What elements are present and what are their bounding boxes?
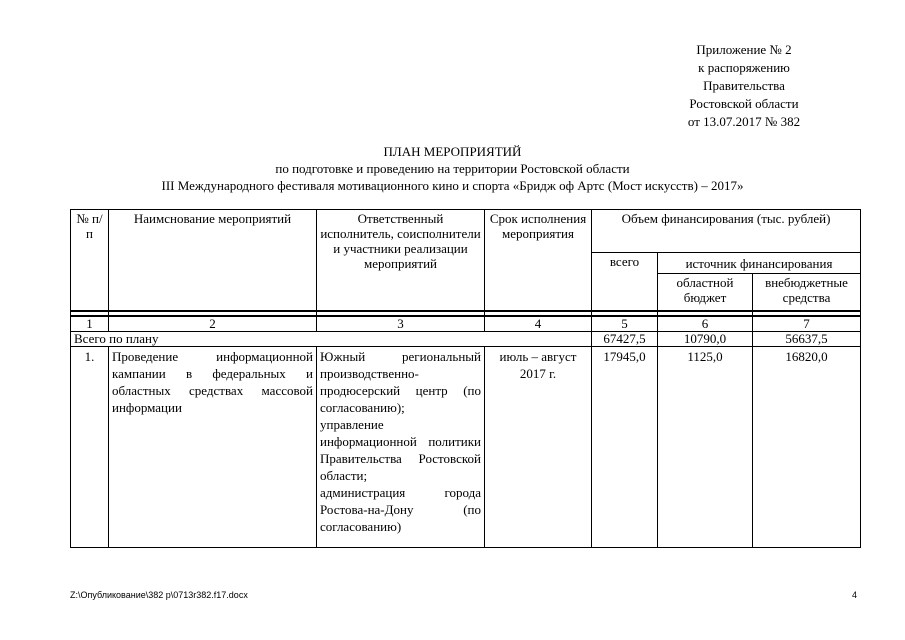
footer-page-number: 4 [852, 590, 858, 600]
header-num: № п/п [71, 210, 109, 312]
appendix-line: Ростовской области [689, 96, 799, 111]
header-funding: Объем финансирования (тыс. рублей) [592, 210, 861, 253]
total-sum: 67427,5 [592, 332, 658, 347]
plan-table [70, 209, 861, 548]
row-regional: 1125,0 [658, 347, 753, 548]
responsible-item: администрация города Ростова-на-Дону (по согласованию) [320, 485, 481, 534]
total-regional: 10790,0 [658, 332, 753, 347]
column-number: 2 [109, 316, 317, 332]
header-responsible: Ответственный исполнитель, соисполнители и участники реализации мероприятий [317, 210, 485, 312]
header-source: источник финансирования [658, 253, 861, 274]
total-extrabudget: 56637,5 [753, 332, 861, 347]
header-name: Наимснование мероприятий [109, 210, 317, 312]
header-extrabudget: внебюджетные средства [753, 274, 861, 312]
plan-title-block [0, 143, 905, 194]
header-regional: областной бюджет [658, 274, 753, 312]
column-number: 6 [658, 316, 753, 332]
total-row [71, 332, 861, 347]
column-number: 4 [485, 316, 592, 332]
column-numbers-row [71, 316, 861, 332]
appendix-line: к распоряжению [698, 60, 790, 75]
appendix-line: Приложение № 2 [696, 42, 792, 57]
responsible-item: управление информационной политики Правительства Ростовской области; [320, 417, 481, 483]
row-term: июль – август 2017 г. [485, 347, 592, 548]
appendix-block [650, 41, 838, 131]
plan-title: ПЛАН МЕРОПРИЯТИЙ [383, 144, 522, 159]
column-number: 5 [592, 316, 658, 332]
row-extrabudget: 16820,0 [753, 347, 861, 548]
column-number: 1 [71, 316, 109, 332]
row-total: 17945,0 [592, 347, 658, 548]
header-total: всего [592, 253, 658, 312]
plan-subtitle: III Международного фестиваля мотивационного кино и спорта «Бридж оф Артс (Мост искусств) – 2017» [161, 178, 744, 193]
header-term: Срок исполнения мероприятия [485, 210, 592, 312]
plan-subtitle: по подготовке и проведению на территории Ростовской области [275, 161, 630, 176]
column-number: 7 [753, 316, 861, 332]
footer-file-path: Z:\Опубликование\382 р\0713r382.f17.docx [70, 590, 248, 600]
total-label: Всего по плану [71, 332, 592, 347]
row-num: 1. [71, 347, 109, 548]
appendix-line: Правительства [703, 78, 785, 93]
appendix-line: от 13.07.2017 № 382 [687, 114, 801, 129]
row-responsible [317, 347, 485, 548]
column-number: 3 [317, 316, 485, 332]
table-row [71, 347, 861, 548]
responsible-item: Южный региональный производственно-продюсерский центр (по согласованию); [320, 349, 481, 415]
row-name: Проведение информационной кампании в федеральных и областных средствах массовой информации [109, 347, 317, 548]
